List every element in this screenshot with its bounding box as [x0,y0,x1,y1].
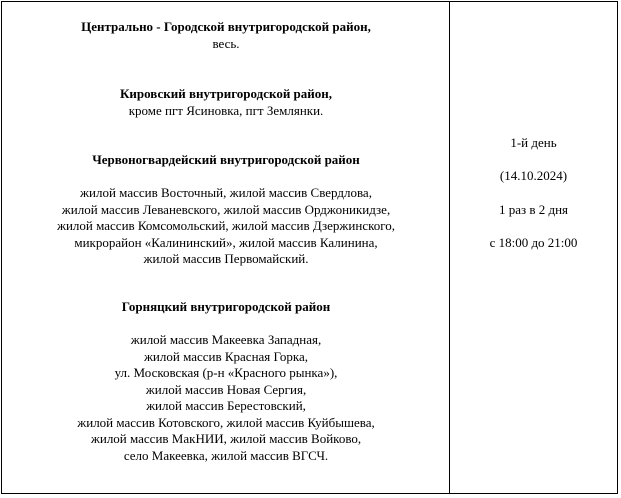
district-heading: Центрально - Городской внутригородской район, [81,19,371,34]
schedule-frequency: 1 раз в 2 дня [498,202,569,217]
district-detail-line: жилой массив МакНИИ, жилой массив Войково, [90,431,362,446]
district-detail-line: ул. Московская (р-н «Красного рынка»), [114,365,338,380]
districts-column [2,2,450,493]
district-detail-line: жилой массив Первомайский. [143,251,309,266]
district-heading: Червоногвардейский внутригородской район [92,152,360,167]
schedule-date: (14.10.2024) [499,168,568,183]
district-spacer-line [2,169,450,186]
district-detail-line: кроме пгт Ясиновка, пгт Землянки. [128,102,324,118]
district-spacer-line [2,316,450,333]
district-block-central [2,19,450,52]
district-detail-line: жилой массив Котовского, жилой массив Куйбышева, [77,414,375,430]
district-block-kirovsky [2,86,450,119]
district-heading: Кировский внутригородской район, [119,86,333,101]
district-detail-line: жилой массив Новая Сергия, [145,381,307,397]
district-detail-line: жилой массив Берестовский, [146,398,306,413]
district-detail-line: жилой массив Красная Горка, [143,348,309,364]
schedule-table [1,1,618,494]
district-detail-line: весь. [212,35,240,51]
schedule-column [450,2,617,493]
district-detail-line: село Макеевка, жилой массив ВГСЧ. [123,447,329,463]
district-detail-line: жилой массив Комсомольский, жилой массив Дзержинского, [56,218,396,233]
district-detail-line: жилой массив Восточный, жилой массив Свердлова, [80,185,372,200]
district-block-chervonogvardeysky [2,152,450,268]
schedule-day: 1-й день [510,135,557,150]
district-detail-line: жилой массив Макеевка Западная, [130,332,322,347]
district-detail-line: микрорайон «Калининский», жилой массив Калинина, [74,234,378,250]
district-detail-line: жилой массив Леваневского, жилой массив Орджоникидзе, [61,201,391,217]
district-heading: Горняцкий внутригородской район [121,299,331,314]
district-block-gornyatsky [2,299,450,464]
schedule-time: с 18:00 до 21:00 [489,235,578,250]
